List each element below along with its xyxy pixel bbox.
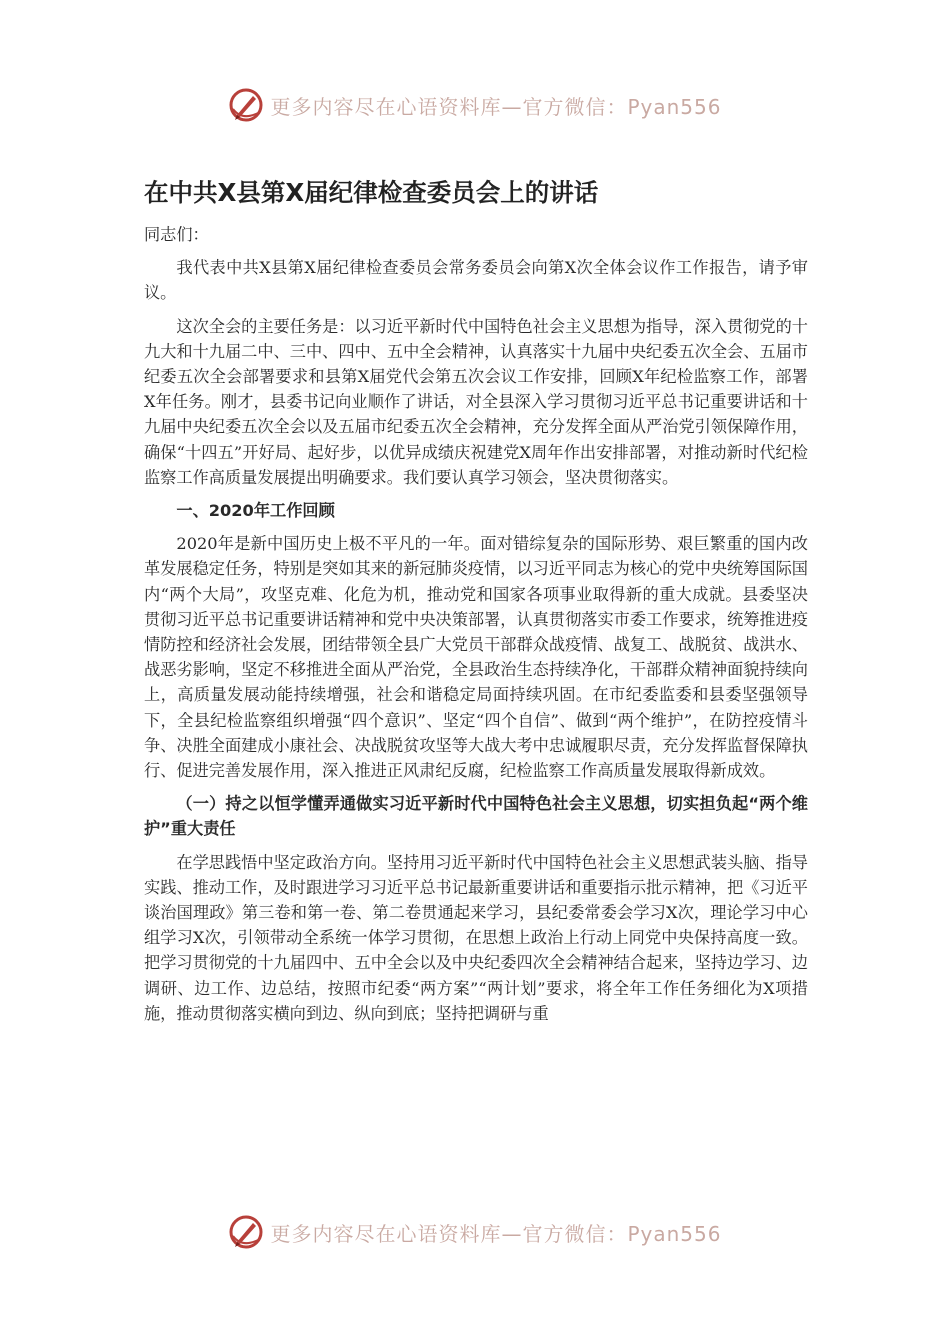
paragraph-tasks: 这次全会的主要任务是：以习近平新时代中国特色社会主义思想为指导，深入贯彻党的十九大和十九届二中、三中、四中、五中全会精神，认真落实十九届中央纪委五次全会、五届市纪委五次全会部署要求和县第X届党代会第五次会议工作安排，回顾X年纪检监察工作，部署X年任务。刚才，县委书记向业顺作了讲话，对全县深入学习贯彻习近平总书记重要讲话和十九届中央纪委五次全会以及五届市纪委五次全会精神，充分发挥全面从严治党引领保障作用，确保“十四五”开好局、起好步，以优异成绩庆祝建党X周年作出安排部署，对推动新时代纪检监察工作高质量发展提出明确要求。我们要认真学习领会，坚决贯彻落实。	[144, 316, 808, 487]
salutation: 同志们：	[144, 225, 209, 244]
pen-logo-icon	[228, 1214, 264, 1250]
footer-watermark-banner	[0, 1212, 950, 1252]
header-watermark-banner	[0, 85, 950, 125]
paragraph-review: 2020年是新中国历史上极不平凡的一年。面对错综复杂的国际形势、艰巨繁重的国内改革发展稳定任务，特别是突如其来的新冠肺炎疫情，以习近平同志为核心的党中央统筹国际国内“两个大局”，攻坚克难、化危为机，推动党和国家各项事业取得新的重大成就。县委坚决贯彻习近平总书记重要讲话精神和党中央决策部署，认真贯彻落实市委工作要求，统筹推进疫情防控和经济社会发展，团结带领全县广大党员干部群众战疫情、战复工、战脱贫、战洪水、战恶劣影响，坚定不移推进全面从严治党，全县政治生态持续净化，干部群众精神面貌持续向上，高质量发展动能持续增强，社会和谐稳定局面持续巩固。在市纪委监委和县委坚强领导下，全县纪检监察组织增强“四个意识”、坚定“四个自信”、做到“两个维护”，在防控疫情斗争、决胜全面建成小康社会、决战脱贫攻坚等大战大考中忠诚履职尽责，充分发挥监督保障执行、促进完善发展作用，深入推进正风肃纪反腐，纪检监察工作高质量发展取得新成效。	[144, 534, 808, 781]
subsection-heading: （一）持之以恒学懂弄通做实习近平新时代中国特色社会主义思想，切实担负起“两个维护”重大责任	[144, 794, 808, 839]
pen-logo-icon	[228, 87, 264, 123]
paragraph-study: 在学思践悟中坚定政治方向。坚持用习近平新时代中国特色社会主义思想武装头脑、指导实践、推动工作，及时跟进学习习近平总书记最新重要讲话和重要指示批示精神，把《习近平谈治国理政》第三卷和第一卷、第二卷贯通起来学习，县纪委常委会学习X次，理论学习中心组学习X次，引领带动全系统一体学习贯彻，在思想上政治上行动上同党中央保持高度一致。把学习贯彻党的十九届四中、五中全会以及中央纪委四次全会精神结合起来，坚持边学习、边调研、边工作、边总结，按照市纪委“两方案”“两计划”要求，将全年工作任务细化为X项措施，推动贯彻落实横向到边、纵向到底；坚持把调研与重	[144, 852, 808, 1023]
banner-text: 更多内容尽在心语资料库—官方微信：Pyan556	[270, 94, 722, 119]
paragraph-intro: 我代表中共X县第X届纪律检查委员会常务委员会向第X次全体会议作工作报告，请予审议。	[144, 258, 808, 303]
section-heading: 一、2020年工作回顾	[176, 501, 335, 521]
document-title: 在中共X县第X届纪律检查委员会上的讲话	[144, 178, 599, 207]
document-body	[144, 170, 808, 1026]
banner-text: 更多内容尽在心语资料库—官方微信：Pyan556	[270, 1221, 722, 1246]
